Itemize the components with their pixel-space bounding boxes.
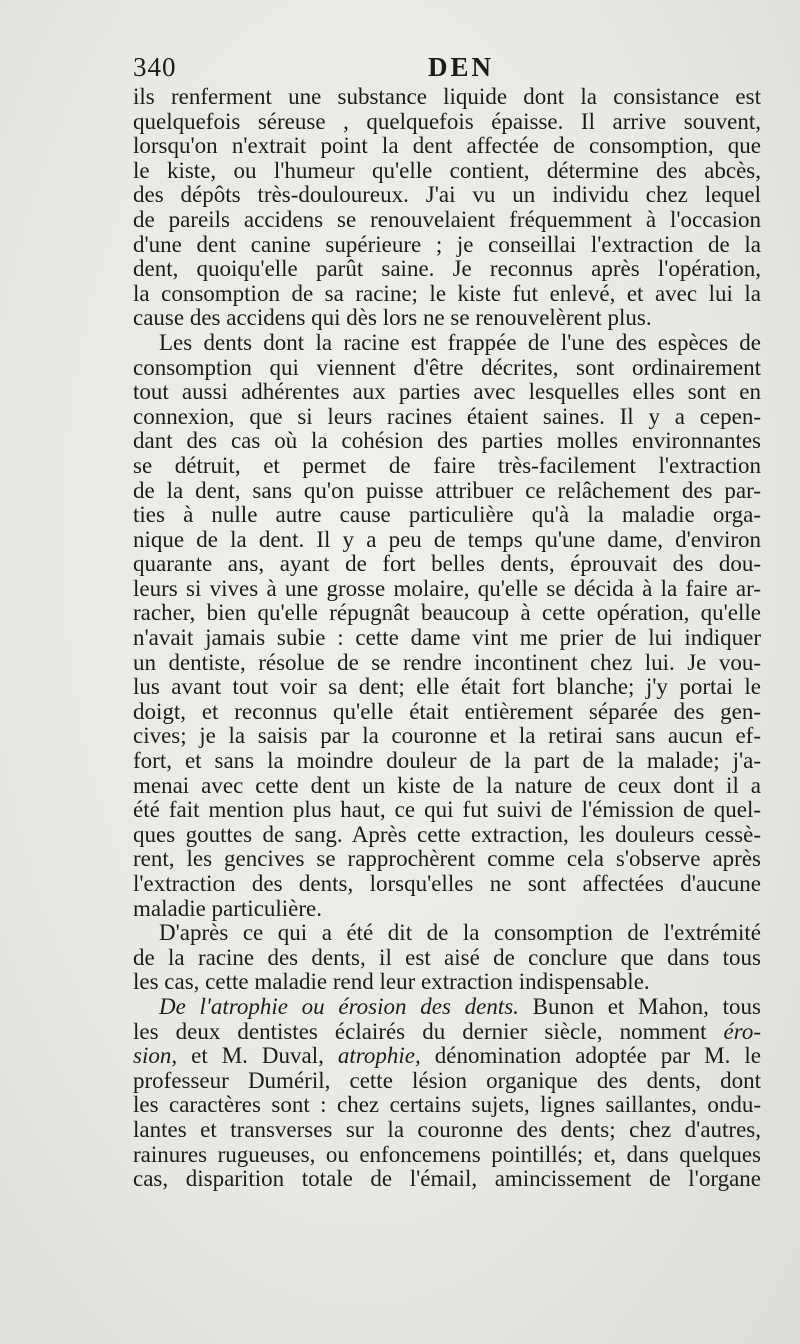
text-line: rent, les gencives se rapprochèrent comme cela s'observe après bbox=[133, 846, 761, 872]
text-line: nique de la dent. Il y a peu de temps qu'une dame, d'environ bbox=[133, 526, 761, 552]
italic-term: atrophie, bbox=[337, 1043, 421, 1069]
text-line: de pareils accidens se renouvelaient fréquemment à l'occasion bbox=[133, 206, 761, 232]
italic-term: sion, bbox=[133, 1043, 178, 1069]
page-number: 340 bbox=[133, 52, 177, 82]
text-line: lantes et transverses sur la couronne des dents; chez d'autres, bbox=[133, 1116, 761, 1142]
section-heading: De l'atrophie ou érosion des dents. bbox=[159, 993, 519, 1019]
text-line: quarante ans, ayant de fort belles dents, éprouvait des dou- bbox=[133, 551, 761, 577]
text-line: maladie particulière. bbox=[133, 895, 323, 921]
text-line: cives; je la saisis par la couronne et la retirai sans aucun ef- bbox=[133, 723, 761, 749]
text-line: un dentiste, résolue de se rendre incontinent chez lui. Je vou- bbox=[133, 649, 761, 675]
text-line: ties à nulle autre cause particulière qu'à la maladie orga- bbox=[133, 502, 761, 528]
text-line: fort, et sans la moindre douleur de la part de la malade; j'a- bbox=[133, 748, 761, 774]
text-run: et M. Duval, bbox=[177, 1043, 338, 1069]
text-line: quelquefois séreuse , quelquefois épaisse. Il arrive souvent, bbox=[133, 108, 761, 134]
text-line bbox=[133, 1044, 761, 1069]
text-run: dénomination adoptée par M. le bbox=[420, 1043, 761, 1069]
text-line: menai avec cette dent un kiste de la nature de ceux dont il a bbox=[133, 772, 761, 798]
text-line: se détruit, et permet de faire très-facilement l'extraction bbox=[133, 452, 761, 478]
text-line: D'après ce qui a été dit de la consomption de l'extrémité bbox=[159, 920, 761, 946]
text-line bbox=[133, 995, 761, 1020]
text-line: dant des cas où la cohésion des parties molles environnantes bbox=[133, 428, 761, 454]
text-line: des dépôts très-douloureux. J'ai vu un individu chez lequel bbox=[133, 182, 761, 208]
text-line: lus avant tout voir sa dent; elle était fort blanche; j'y portai le bbox=[133, 674, 761, 700]
text-line: leurs si vives à une grosse molaire, qu'elle se décida à la faire ar- bbox=[133, 575, 761, 601]
text-line: cause des accidens qui dès lors ne se renouvelèrent plus. bbox=[133, 305, 652, 331]
text-line: d'une dent canine supérieure ; je conseillai l'extraction de la bbox=[133, 231, 761, 257]
text-line: le kiste, ou l'humeur qu'elle contient, détermine des abcès, bbox=[133, 157, 761, 183]
text-line: consomption qui viennent d'être décrites, sont ordinairement bbox=[133, 354, 761, 380]
running-head: DEN bbox=[428, 52, 495, 82]
text-line: tout aussi adhérentes aux parties avec lesquelles elles sont en bbox=[133, 379, 761, 405]
text-line: les cas, cette maladie rend leur extraction indispensable. bbox=[133, 969, 650, 995]
text-line: n'avait jamais subie : cette dame vint me prier de lui indiquer bbox=[133, 625, 761, 651]
text-line: rainures rugueuses, ou enfoncemens pointillés; et, dans quelques bbox=[133, 1141, 761, 1167]
text-line: les caractères sont : chez certains sujets, lignes saillantes, ondu- bbox=[133, 1092, 761, 1118]
body-text bbox=[133, 85, 761, 1192]
text-line: de la racine des dents, il est aisé de conclure que dans tous bbox=[133, 944, 761, 970]
text-line: ils renferment une substance liquide dont la consistance est bbox=[133, 84, 761, 109]
text-line: été fait mention plus haut, ce qui fut suivi de l'émission de quel- bbox=[133, 797, 761, 823]
italic-term: éro- bbox=[723, 1018, 761, 1044]
text-line: de la dent, sans qu'on puisse attribuer ce relâchement des par- bbox=[133, 477, 761, 503]
text-line: dent, quoiqu'elle parût saine. Je reconnus après l'opération, bbox=[133, 256, 761, 282]
text-line: doigt, et reconnus qu'elle était entièrement séparée des gen- bbox=[133, 698, 761, 724]
text-line: l'extraction des dents, lorsqu'elles ne sont affectées d'aucune bbox=[133, 871, 761, 896]
text-line: professeur Duméril, cette lésion organique des dents, dont bbox=[133, 1067, 761, 1093]
text-line bbox=[133, 1020, 761, 1045]
text-line: lorsqu'on n'extrait point la dent affectée de consomption, que bbox=[133, 133, 761, 159]
text-line: Les dents dont la racine est frappée de l'une des espèces de bbox=[159, 329, 761, 355]
text-line: ques gouttes de sang. Après cette extraction, les douleurs cessè- bbox=[133, 821, 761, 847]
text-line: racher, bien qu'elle répugnât beaucoup à cette opération, qu'elle bbox=[133, 600, 761, 626]
text-run: les deux dentistes éclairés du dernier siècle, nomment bbox=[133, 1018, 724, 1044]
text-line: connexion, que si leurs racines étaient saines. Il y a cepen- bbox=[133, 403, 761, 429]
text-run: Bunon et Mahon, tous bbox=[518, 993, 761, 1019]
text-line: cas, disparition totale de l'émail, amincissement de l'organe bbox=[133, 1166, 761, 1192]
text-line: la consomption de sa racine; le kiste fut enlevé, et avec lui la bbox=[133, 280, 761, 306]
